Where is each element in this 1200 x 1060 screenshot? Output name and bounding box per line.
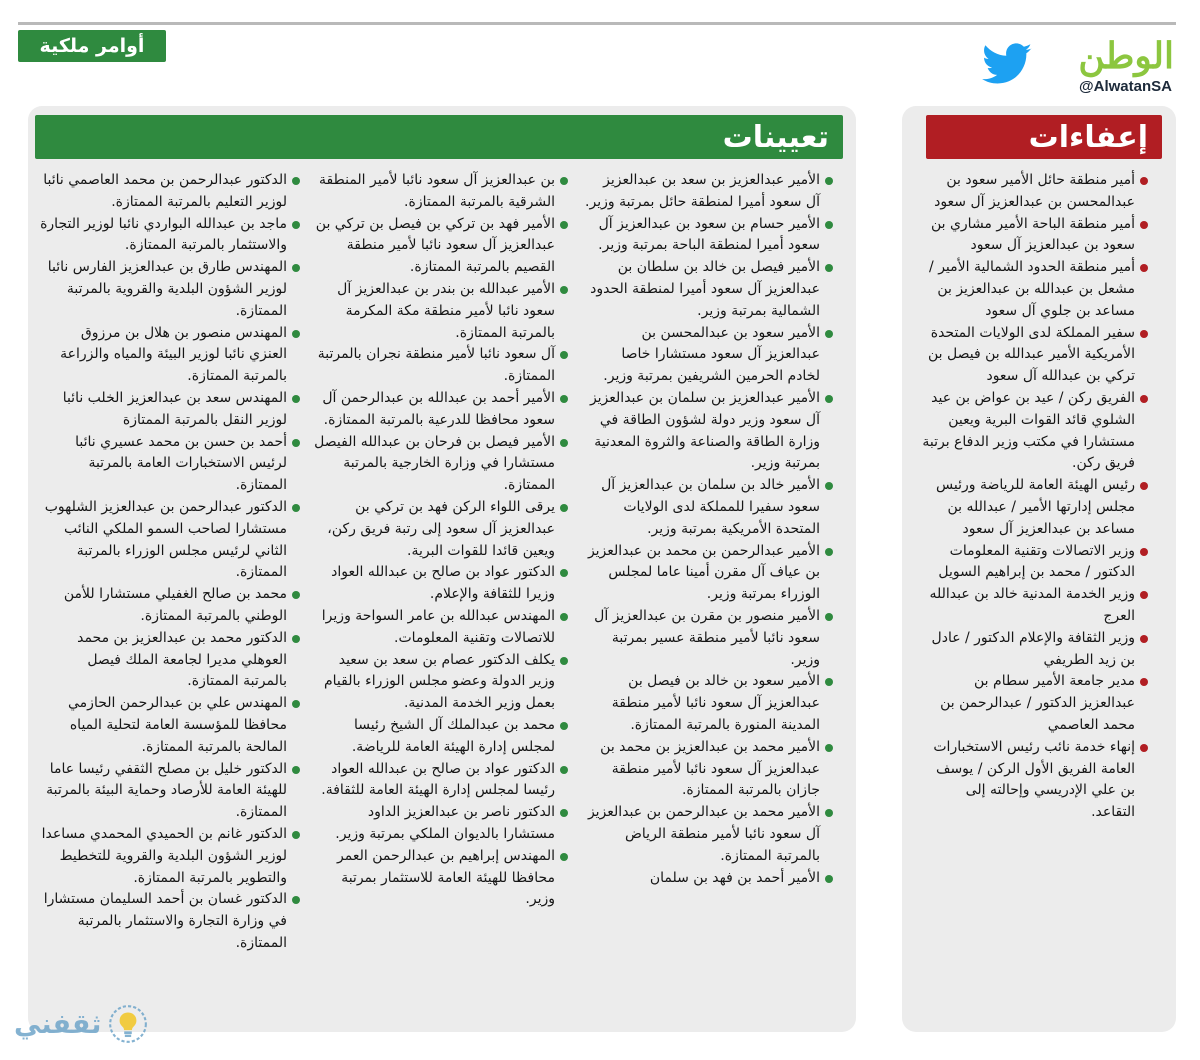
list-item — [312, 214, 568, 279]
bullet-dot-icon — [292, 831, 300, 839]
bullet-dot-icon — [292, 896, 300, 904]
bullet-dot-icon — [1140, 395, 1148, 403]
list-item — [312, 562, 568, 606]
list-item — [922, 584, 1148, 628]
bullet-dot-icon — [825, 330, 833, 338]
list-item-text: الفريق ركن / عيد بن عواض بن عيد الشلوي قائد القوات البرية ويعين مستشارا في مكتب وزير الدفاع برتبة فريق ركن. — [922, 389, 1135, 472]
bullet-dot-icon — [292, 221, 300, 229]
list-item-text: الأمير عبدالعزيز بن سعد بن عبدالعزيز آل سعود أميرا لمنطقة حائل بمرتبة وزير. — [585, 172, 820, 210]
thaqafni-watermark — [14, 994, 224, 1054]
bullet-dot-icon — [292, 504, 300, 512]
bullet-dot-icon — [560, 504, 568, 512]
bullet-dot-icon — [560, 809, 568, 817]
list-item-text: الدكتور خليل بن مصلح الثقفي رئيسا عاما للهيئة العامة للأرصاد وحماية البيئة بالمرتبة الممتازة. — [46, 760, 287, 821]
bullet-dot-icon — [292, 700, 300, 708]
bullet-dot-icon — [1140, 548, 1148, 556]
bullet-dot-icon — [292, 635, 300, 643]
list-item-text: رئيس الهيئة العامة للرياضة ورئيس مجلس إدارتها الأمير / عبدالله بن مساعد بن عبدالعزيز آل سعود — [936, 477, 1135, 537]
list-item — [922, 388, 1148, 475]
list-item — [312, 846, 568, 911]
list-item — [922, 170, 1148, 214]
list-item — [585, 541, 833, 606]
bullet-dot-icon — [560, 439, 568, 447]
bullet-dot-icon — [560, 853, 568, 861]
bullet-dot-icon — [1140, 330, 1148, 338]
bullet-dot-icon — [1140, 678, 1148, 686]
list-item — [585, 170, 833, 214]
list-item — [40, 214, 300, 258]
bullet-dot-icon — [292, 330, 300, 338]
logo-handle: @AlwatanSA — [1079, 78, 1172, 95]
list-item — [40, 759, 300, 824]
list-item-text: الأمير فيصل بن فرحان بن عبدالله الفيصل مستشارا في وزارة الخارجية بالمرتبة الممتازة. — [314, 433, 555, 494]
bullet-dot-icon — [560, 351, 568, 359]
list-item — [585, 257, 833, 322]
bullet-dot-icon — [292, 591, 300, 599]
list-item — [312, 802, 568, 846]
list-item — [312, 715, 568, 759]
bullet-dot-icon — [292, 264, 300, 272]
list-item-text: محمد بن صالح الغفيلي مستشارا للأمن الوطني بالمرتبة الممتازة. — [63, 586, 287, 624]
list-item-text: الأمير محمد بن عبدالعزيز بن محمد بن عبدالعزيز آل سعود نائبا لأمير منطقة جازان بالمرتبة الممتازة. — [600, 738, 820, 799]
bullet-dot-icon — [560, 657, 568, 665]
alwatan-logo — [978, 34, 1178, 100]
list-item-text: وزير الخدمة المدنية خالد بن عبدالله العرج — [929, 586, 1135, 624]
lightbulb-icon — [107, 1003, 149, 1045]
list-item — [40, 257, 300, 322]
list-item-text: الدكتور عبدالرحمن بن محمد العاصمي نائبا لوزير التعليم بالمرتبة الممتازة. — [43, 172, 287, 210]
list-item-text: أحمد بن حسن بن محمد عسيري نائبا لرئيس الاستخبارات العامة بالمرتبة الممتازة. — [75, 433, 287, 494]
list-item — [585, 606, 833, 671]
list-item-text: الأمير أحمد بن عبدالله بن عبدالرحمن آل سعود محافظا للدرعية بالمرتبة الممتازة. — [322, 389, 555, 428]
list-item — [40, 584, 300, 628]
list-item-text: الأمير عبدالرحمن بن محمد بن عبدالعزيز بن عياف آل مقرن أمينا عاما لمجلس الوزراء بمرتبة وزير. — [587, 542, 820, 603]
bullet-dot-icon — [560, 613, 568, 621]
appointments-column-3 — [40, 170, 300, 955]
list-item — [922, 541, 1148, 585]
bullet-dot-icon — [825, 221, 833, 229]
list-item-text: المهندس علي بن عبدالرحمن الحازمي محافظا للمؤسسة العامة لتحلية المياه المالحة بالمرتبة الممتازة. — [68, 695, 287, 755]
list-item — [922, 628, 1148, 672]
list-item — [40, 497, 300, 584]
list-item-text: المهندس إبراهيم بن عبدالرحمن العمر محافظا للهيئة العامة للاستثمار بمرتبة وزير. — [337, 847, 555, 908]
list-item — [585, 475, 833, 540]
list-item — [585, 323, 833, 388]
list-item — [585, 214, 833, 258]
bullet-dot-icon — [292, 395, 300, 403]
list-item-text: مدير جامعة الأمير سطام بن عبدالعزيز الدكتور / عبدالرحمن بن محمد العاصمي — [940, 673, 1135, 733]
list-item — [40, 693, 300, 758]
list-item — [40, 388, 300, 432]
bullet-dot-icon — [825, 678, 833, 686]
list-item-text: الأمير حسام بن سعود بن عبدالعزيز آل سعود أميرا لمنطقة الباحة بمرتبة وزير. — [598, 215, 820, 254]
list-item — [585, 802, 833, 867]
watermark-text: ثقفني — [14, 1008, 102, 1040]
list-item-text: المهندس عبدالله بن عامر السواحة وزيرا للاتصالات وتقنية المعلومات. — [321, 607, 555, 646]
bullet-dot-icon — [825, 744, 833, 752]
list-item — [922, 323, 1148, 388]
list-item-text: الأمير سعود بن خالد بن فيصل بن عبدالعزيز آل سعود نائبا لأمير منطقة المدينة المنورة بالمرتبة الممتازة. — [611, 673, 820, 733]
list-item-text: ماجد بن عبدالله البواردي نائبا لوزير التجارة والاستثمار بالمرتبة الممتازة. — [40, 215, 287, 254]
bullet-dot-icon — [560, 569, 568, 577]
list-item — [312, 388, 568, 432]
bullet-dot-icon — [292, 439, 300, 447]
list-item — [585, 737, 833, 802]
list-item — [585, 868, 833, 890]
list-item-text: وزير الثقافة والإعلام الدكتور / عادل بن زيد الطريفي — [931, 629, 1135, 668]
list-item — [40, 824, 300, 889]
list-item — [312, 759, 568, 803]
bullet-dot-icon — [1140, 591, 1148, 599]
list-item — [312, 606, 568, 650]
bullet-dot-icon — [825, 613, 833, 621]
bullet-dot-icon — [1140, 177, 1148, 185]
exemptions-column — [922, 170, 1148, 824]
list-item-text: بن عبدالعزيز آل سعود نائبا لأمير المنطقة الشرقية بالمرتبة الممتازة. — [319, 172, 555, 210]
list-item — [40, 628, 300, 693]
list-item-text: يرقى اللواء الركن فهد بن تركي بن عبدالعزيز آل سعود إلى رتبة فريق ركن، ويعين قائدا للقوات البرية. — [327, 498, 555, 559]
list-item-text: الأمير محمد بن عبدالرحمن بن عبدالعزيز آل سعود نائبا لأمير منطقة الرياض بالمرتبة الممتازة. — [587, 804, 820, 864]
list-item — [922, 671, 1148, 736]
bullet-dot-icon — [825, 548, 833, 556]
exemptions-heading: إعفاءات — [926, 115, 1162, 159]
bullet-dot-icon — [1140, 635, 1148, 643]
bullet-dot-icon — [1140, 482, 1148, 490]
list-item — [312, 432, 568, 497]
list-item-text: إنهاء خدمة نائب رئيس الاستخبارات العامة الفريق الأول الركن / يوسف بن علي الإدريسي وإحالته إلى التقاعد. — [933, 738, 1135, 821]
list-item-text: يكلف الدكتور عصام بن سعد بن سعيد وزير الدولة وعضو مجلس الوزراء بالقيام بعمل وزير الخدمة المدنية. — [324, 651, 555, 712]
appointments-column-1 — [585, 170, 833, 889]
list-item-text: أمير منطقة حائل الأمير سعود بن عبدالمحسن بن عبدالعزيز آل سعود — [934, 172, 1135, 210]
list-item-text: الدكتور عواد بن صالح بن عبدالله العواد رئيسا لمجلس إدارة الهيئة العامة للثقافة. — [321, 760, 555, 799]
list-item-text: الدكتور عواد بن صالح بن عبدالله العواد وزيرا للثقافة والإعلام. — [331, 564, 555, 603]
list-item-text: المهندس منصور بن هلال بن مرزوق العنزي نائبا لوزير البيئة والمياه والزراعة بالمرتبة الممتازة. — [60, 324, 287, 385]
bullet-dot-icon — [560, 177, 568, 185]
list-item — [922, 737, 1148, 824]
list-item — [312, 170, 568, 214]
list-item — [922, 214, 1148, 258]
list-item — [312, 279, 568, 344]
bullet-dot-icon — [825, 177, 833, 185]
bullet-dot-icon — [560, 286, 568, 294]
list-item-text: الدكتور ناصر بن عبدالعزيز الداود مستشارا بالديوان الملكي بمرتبة وزير. — [335, 804, 555, 842]
list-item-text: المهندس سعد بن عبدالعزيز الخلب نائبا لوزير النقل بالمرتبة الممتازة — [62, 389, 287, 428]
list-item-text: آل سعود نائبا لأمير منطقة نجران بالمرتبة الممتازة. — [317, 346, 555, 385]
bullet-dot-icon — [825, 264, 833, 272]
bullet-dot-icon — [825, 395, 833, 403]
list-item — [312, 497, 568, 562]
list-item — [922, 475, 1148, 540]
bullet-dot-icon — [560, 395, 568, 403]
list-item-text: محمد بن عبدالملك آل الشيخ رئيسا لمجلس إدارة الهيئة العامة للرياضة. — [351, 716, 555, 755]
appointments-column-2 — [312, 170, 568, 911]
bullet-dot-icon — [292, 177, 300, 185]
list-item-text: الدكتور غسان بن أحمد السليمان مستشارا في وزارة التجارة والاستثمار بالمرتبة الممتازة. — [43, 891, 287, 951]
list-item-text: الدكتور محمد بن عبدالعزيز بن محمد العوهلي مديرا لجامعة الملك فيصل بالمرتبة الممتازة. — [77, 629, 287, 690]
bullet-dot-icon — [292, 766, 300, 774]
bullet-dot-icon — [825, 875, 833, 883]
list-item-text: المهندس طارق بن عبدالعزيز الفارس نائبا لوزير الشؤون البلدية والقروية بالمرتبة الممتازة. — [47, 259, 287, 319]
list-item — [585, 671, 833, 736]
list-item-text: الدكتور غانم بن الحميدي المحمدي مساعدا لوزير الشؤون البلدية والقروية للتخطيط والتطوير بالمرتبة الممتازة. — [41, 825, 287, 886]
twitter-bird-icon — [978, 38, 1036, 92]
list-item-text: الأمير فهد بن تركي بن فيصل بن تركي بن عبدالعزيز آل سعود نائبا لأمير منطقة القصيم بالمرتبة الممتازة. — [315, 215, 555, 276]
list-item — [40, 170, 300, 214]
list-item-text: الأمير عبدالعزيز بن سلمان بن عبدالعزيز آل سعود وزير دولة لشؤون الطاقة في وزارة الطاقة والصناعة والثروة المعدنية بمرتبة وزير. — [589, 389, 820, 472]
top-divider — [18, 22, 1176, 25]
bullet-dot-icon — [1140, 264, 1148, 272]
list-item-text: وزير الاتصالات وتقنية المعلومات الدكتور / محمد بن إبراهيم السويل — [938, 542, 1135, 581]
list-item-text: أمير منطقة الباحة الأمير مشاري بن سعود بن عبدالعزيز آل سعود — [930, 215, 1135, 254]
bullet-dot-icon — [560, 766, 568, 774]
bullet-dot-icon — [560, 221, 568, 229]
list-item — [585, 388, 833, 475]
royal-orders-tag: أوامر ملكية — [18, 30, 166, 62]
list-item-text: الأمير منصور بن مقرن بن عبدالعزيز آل سعود نائبا لأمير منطقة عسير بمرتبة وزير. — [594, 607, 820, 668]
list-item-text: الأمير خالد بن سلمان بن عبدالعزيز آل سعود سفيرا للمملكة لدى الولايات المتحدة الأمريكية بمرتبة وزير. — [601, 477, 820, 537]
bullet-dot-icon — [825, 809, 833, 817]
list-item — [312, 650, 568, 715]
list-item-text: الدكتور عبدالرحمن بن عبدالعزيز الشلهوب مستشارا لصاحب السمو الملكي النائب الثاني لرئيس مجلس الوزراء بالمرتبة الممتازة. — [44, 498, 287, 581]
list-item-text: الأمير عبدالله بن بندر بن عبدالعزيز آل سعود نائبا لأمير منطقة مكة المكرمة بالمرتبة الممتازة. — [337, 280, 555, 341]
list-item-text: الأمير فيصل بن خالد بن سلطان بن عبدالعزيز آل سعود أميرا لمنطقة الحدود الشمالية بمرتبة وزير. — [590, 259, 820, 319]
list-item — [40, 323, 300, 388]
list-item — [40, 432, 300, 497]
list-item — [40, 889, 300, 954]
appointments-heading: تعيينات — [35, 115, 843, 159]
list-item-text: الأمير أحمد بن فهد بن سلمان — [649, 869, 820, 886]
bullet-dot-icon — [825, 482, 833, 490]
list-item-text: أمير منطقة الحدود الشمالية الأمير / مشعل بن عبدالله بن عبدالعزيز بن مساعد بن جلوي آل سعود — [929, 259, 1135, 319]
bullet-dot-icon — [1140, 221, 1148, 229]
logo-wordmark: الوطن — [1078, 35, 1174, 77]
bullet-dot-icon — [1140, 744, 1148, 752]
list-item-text: سفير المملكة لدى الولايات المتحدة الأمريكية الأمير عبدالله بن فيصل بن تركي بن عبدالله آل سعود — [927, 324, 1135, 385]
list-item — [312, 344, 568, 388]
list-item — [922, 257, 1148, 322]
bullet-dot-icon — [560, 722, 568, 730]
list-item-text: الأمير سعود بن عبدالمحسن بن عبدالعزيز آل سعود مستشارا خاصا لخادم الحرمين الشريفين بمرتبة وزير. — [603, 324, 820, 385]
